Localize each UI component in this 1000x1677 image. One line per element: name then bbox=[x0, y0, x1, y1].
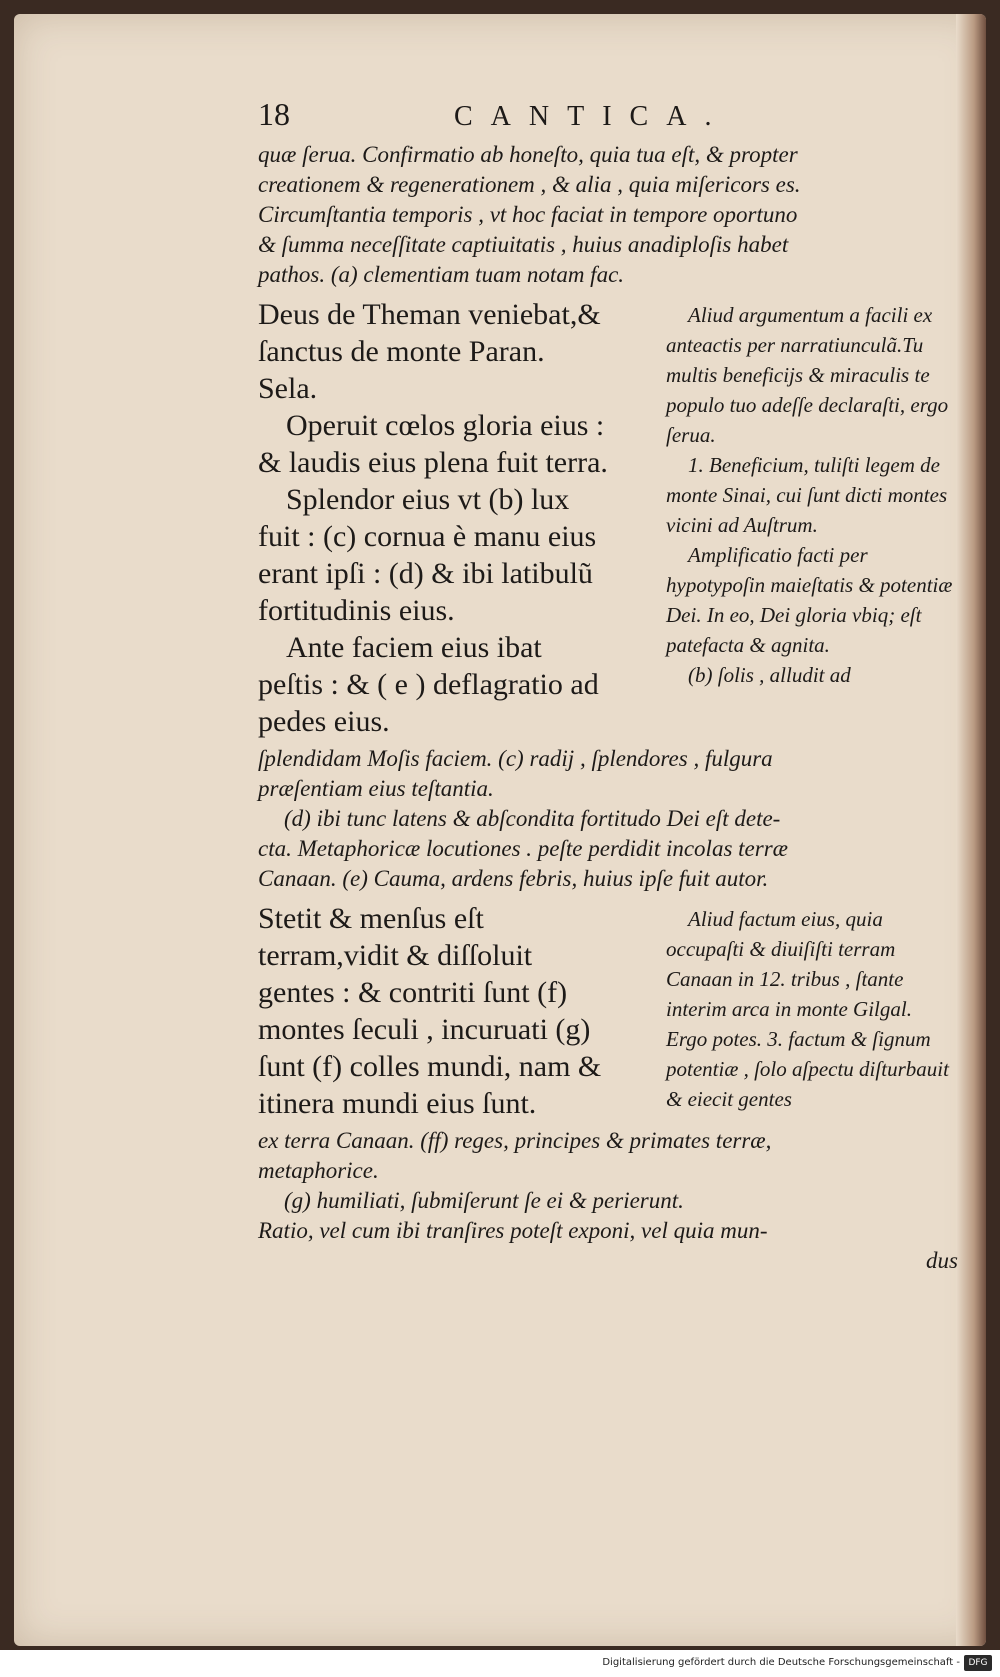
verse-section-1 bbox=[258, 296, 958, 740]
main-text-column bbox=[258, 900, 608, 1122]
footnote-line: Ratio, vel cum ibi tranſires poteſt exponi, vel quia mun- bbox=[258, 1218, 768, 1243]
footnote-line: præſentiam eius teſtantia. bbox=[258, 776, 494, 801]
funding-credit: Digitalisierung gefördert durch die Deutsche Forschungsgemeinschaft - bbox=[602, 1657, 960, 1668]
catchword: dus bbox=[926, 1248, 958, 1273]
intro-commentary bbox=[258, 140, 958, 290]
commentary-paragraph: Amplificatio facti per hypotypoſin maieſtatis & potentiæ Dei. In eo, Dei gloria vbiq; eſt patefacta & agnita. bbox=[666, 543, 953, 657]
verse-section-2 bbox=[258, 900, 958, 1122]
page-content bbox=[258, 96, 958, 1276]
digitization-footer bbox=[0, 1652, 1000, 1677]
main-text-column bbox=[258, 296, 608, 740]
footnote-line: ex terra Canaan. (ff) reges, principes & primates terræ, bbox=[258, 1128, 772, 1153]
verse: Stetit & menſus eſt terram,vidit & diſſoluit gentes : & contriti ſunt (f) montes ſeculi , incuruati (g) ſunt (f) colles mundi, nam & itinera mundi eius ſunt. bbox=[258, 902, 602, 1120]
commentary-paragraph: (b) ſolis , alludit ad bbox=[688, 663, 851, 687]
footnote-line: (g) humiliati, ſubmiſerunt ſe ei & perierunt. bbox=[284, 1188, 684, 1213]
intro-line: & ſumma neceſſitate captiuitatis , huius anadiploſis habet bbox=[258, 232, 789, 257]
page-number: 18 bbox=[258, 96, 290, 132]
commentary-paragraph: 1. Beneficium, tuliſti legem de monte Sinai, cui ſunt dicti montes vicini ad Auſtrum. bbox=[666, 453, 948, 537]
running-title: CANTICA. bbox=[454, 101, 730, 132]
dfg-logo: DFG bbox=[964, 1655, 992, 1671]
verse: Splendor eius vt (b) lux fuit : (c) cornua è manu eius erant ipſi : (d) & ibi latibulũ fortitudinis eius. bbox=[258, 483, 597, 627]
footnote-line: cta. Metaphoricæ locutiones . peſte perdidit incolas terræ bbox=[258, 836, 788, 861]
commentary-paragraph: Aliud argumentum a facili ex anteactis per narratiunculã.Tu multis beneficijs & miraculis te populo tuo adeſſe declaraſti, ergo ſerua. bbox=[666, 303, 949, 447]
intro-line: quæ ſerua. Confirmatio ab honeſto, quia tua eſt, & propter bbox=[258, 142, 798, 167]
footnotes-1 bbox=[258, 744, 958, 894]
marginal-commentary bbox=[666, 296, 958, 740]
verse: Operuit cœlos gloria eius : & laudis eius plena fuit terra. bbox=[258, 409, 608, 479]
commentary-paragraph: Aliud factum eius, quia occupaſti & diuiſiſti terram Canaan in 12. tribus , ſtante interim arca in monte Gilgal. Ergo potes. 3. factum & ſignum potentiæ , ſolo aſpectu diſturbauit & eiecit gentes bbox=[666, 907, 949, 1111]
footnote-line: ſplendidam Moſis faciem. (c) radij , ſplendores , fulgura bbox=[258, 746, 773, 771]
footnotes-2 bbox=[258, 1126, 958, 1276]
page-gutter-shadow bbox=[956, 14, 986, 1646]
intro-line: creationem & regenerationem , & alia , quia miſericors es. bbox=[258, 172, 801, 197]
footnote-line: (d) ibi tunc latens & abſcondita fortitudo Dei eſt dete- bbox=[284, 806, 781, 831]
verse: Deus de Theman veniebat,& ſanctus de monte Paran. Sela. bbox=[258, 298, 601, 405]
intro-line: Circumſtantia temporis , vt hoc faciat in tempore oportuno bbox=[258, 202, 798, 227]
marginal-commentary bbox=[666, 900, 958, 1122]
page-header bbox=[258, 96, 958, 140]
intro-line: pathos. (a) clementiam tuam notam fac. bbox=[258, 262, 625, 287]
footnote-line: Canaan. (e) Cauma, ardens febris, huius ipſe fuit autor. bbox=[258, 866, 769, 891]
footnote-line: metaphorice. bbox=[258, 1158, 379, 1183]
verse: Ante faciem eius ibat peſtis : & ( e ) deflagratio ad pedes eius. bbox=[258, 631, 599, 738]
